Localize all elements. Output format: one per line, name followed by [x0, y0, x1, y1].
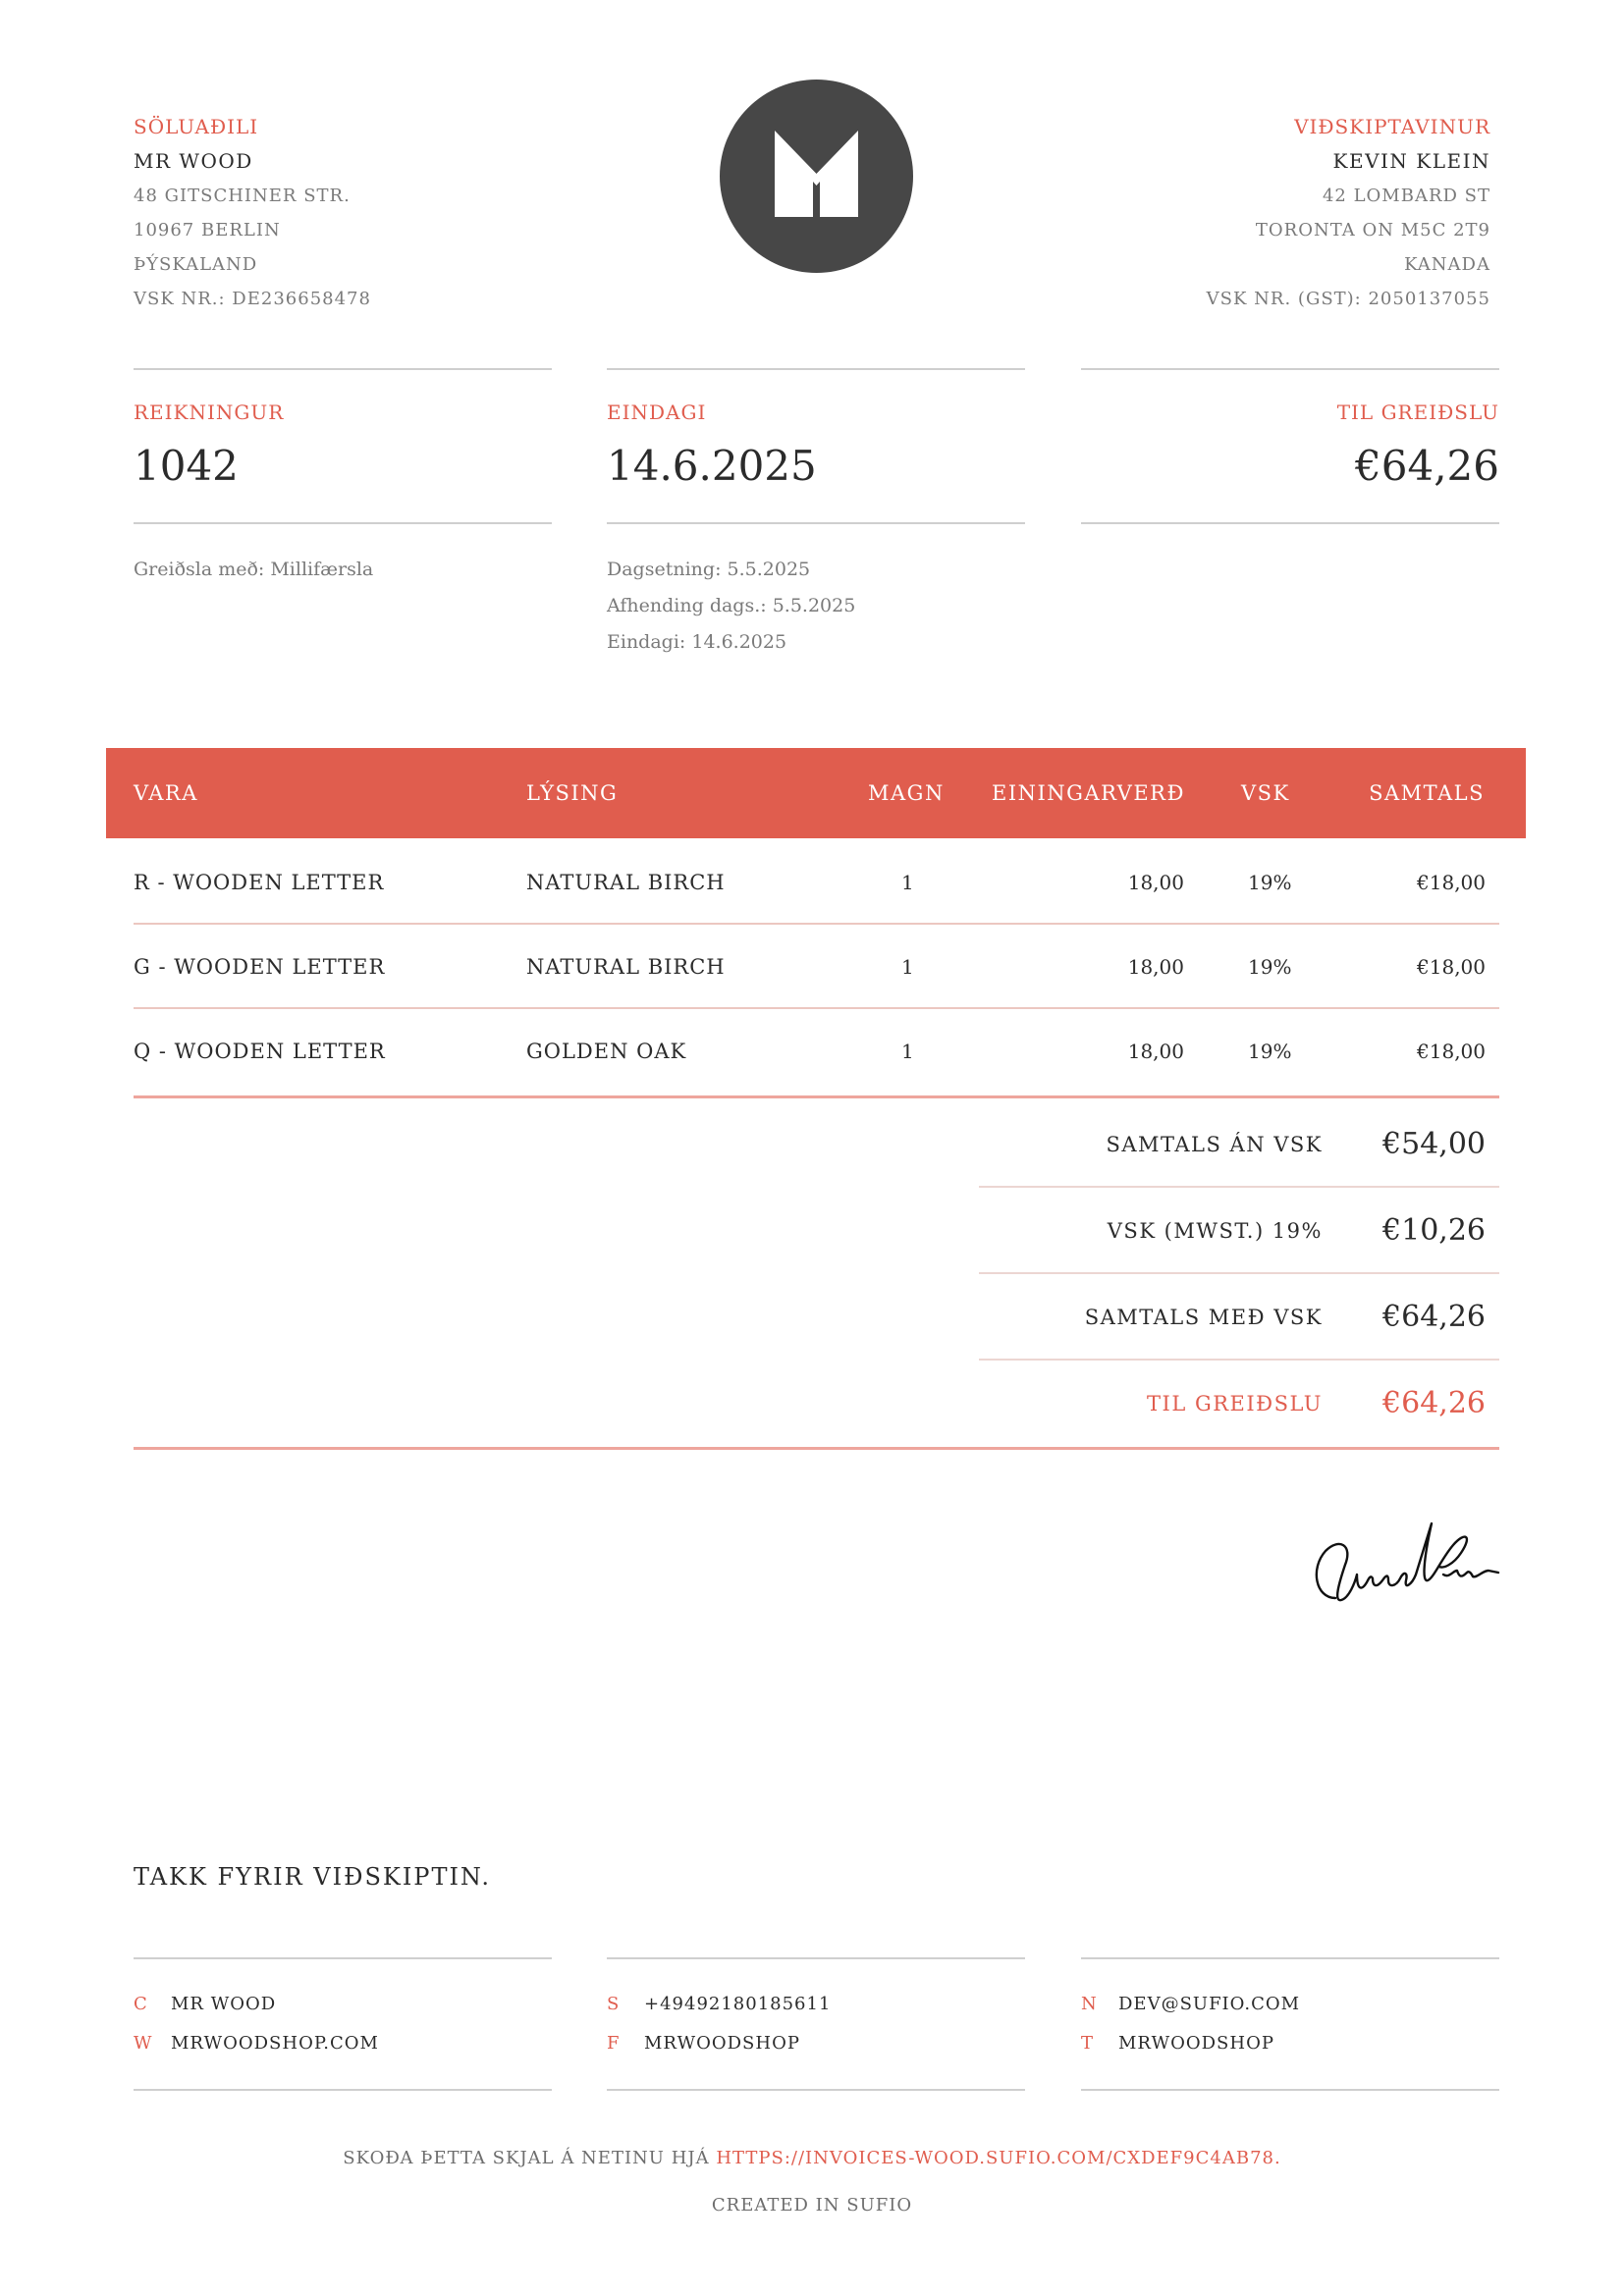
amount-due-label: TIL GREIÐSLU	[1147, 1392, 1323, 1415]
row-description: NATURAL BIRCH	[526, 955, 726, 979]
facebook-key: F	[607, 2033, 621, 2054]
header-description: LÝSING	[526, 781, 619, 805]
divider	[607, 522, 1025, 524]
footer-company	[134, 1985, 552, 2063]
due-date: 14.6.2025	[607, 442, 817, 490]
to-pay-block	[1081, 400, 1499, 490]
buyer-address2: TORONTA ON M5C 2T9	[1255, 220, 1490, 240]
buyer-vat: VSK NR. (GST): 2050137055	[1206, 289, 1490, 309]
footer-email	[1081, 1985, 1499, 2063]
row-description: NATURAL BIRCH	[526, 871, 726, 894]
company-key: C	[134, 1994, 148, 2014]
row-item: Q - WOODEN LETTER	[134, 1040, 386, 1063]
row-vat: 19%	[1248, 871, 1292, 894]
buyer-address1: 42 LOMBARD ST	[1322, 186, 1490, 206]
due-date-label: EINDAGI	[607, 400, 707, 424]
vat-label: VSK (MWST.) 19%	[1107, 1219, 1323, 1243]
row-total: €18,00	[1417, 871, 1486, 894]
seller-address2: 10967 BERLIN	[134, 220, 281, 240]
row-quantity: 1	[901, 1040, 914, 1063]
header-vat: VSK	[1241, 781, 1290, 805]
header-item: VARA	[134, 781, 198, 805]
divider	[134, 2089, 552, 2091]
row-description: GOLDEN OAK	[526, 1040, 687, 1063]
facebook-handle[interactable]: MRWOODSHOP	[644, 2033, 800, 2054]
online-notice	[0, 2148, 1624, 2168]
email-key: N	[1081, 1994, 1098, 2014]
mr-wood-logo-icon	[720, 80, 913, 273]
delivery-date: Afhending dags.: 5.5.2025	[607, 595, 856, 616]
payment-method	[134, 552, 373, 588]
to-pay-label: TIL GREIÐSLU	[1336, 400, 1499, 424]
email-address[interactable]: DEV@SUFIO.COM	[1118, 1994, 1301, 2014]
twitter-key: T	[1081, 2033, 1095, 2054]
gross-label: SAMTALS MEÐ VSK	[1084, 1306, 1323, 1329]
row-vat: 19%	[1248, 955, 1292, 979]
subtotal-label: SAMTALS ÁN VSK	[1106, 1133, 1323, 1156]
divider	[134, 1957, 552, 1959]
invoice-number: 1042	[134, 442, 239, 490]
invoice-dates	[607, 552, 855, 661]
vat-value: €10,26	[1382, 1213, 1486, 1248]
row-item: R - WOODEN LETTER	[134, 871, 385, 894]
payment-method-text: Greiðsla með: Millifærsla	[134, 559, 374, 580]
twitter-handle[interactable]: MRWOODSHOP	[1118, 2033, 1274, 2054]
invoice-number-block	[134, 400, 552, 490]
table-bottom-rule	[134, 1095, 1499, 1098]
vat-row	[979, 1188, 1499, 1274]
seller-name: MR WOOD	[134, 149, 253, 173]
created-in: CREATED IN SUFIO	[711, 2195, 913, 2216]
thank-you-message: TAKK FYRIR VIÐSKIPTIN.	[134, 1863, 492, 1891]
row-total: €18,00	[1417, 1040, 1486, 1063]
seller-address1: 48 GITSCHINER STR.	[134, 186, 351, 206]
divider	[134, 522, 552, 524]
seller-label: SÖLUAÐILI	[134, 115, 259, 138]
table-row	[134, 1009, 1499, 1094]
row-quantity: 1	[901, 871, 914, 894]
buyer-country: KANADA	[1404, 254, 1490, 275]
amount-due-row	[979, 1361, 1499, 1447]
row-total: €18,00	[1417, 955, 1486, 979]
website-link[interactable]: MRWOODSHOP.COM	[171, 2033, 379, 2054]
due-date-block	[607, 400, 1025, 490]
table-row	[134, 840, 1499, 925]
to-pay-amount: €64,26	[1355, 442, 1499, 490]
table-row	[134, 925, 1499, 1009]
seller-vat: VSK NR.: DE236658478	[134, 289, 371, 309]
row-quantity: 1	[901, 955, 914, 979]
due-date-line: Eindagi: 14.6.2025	[607, 631, 787, 653]
divider	[607, 2089, 1025, 2091]
header-unit-price: EININGARVERÐ	[992, 781, 1185, 805]
seller-country: ÞÝSKALAND	[134, 254, 258, 275]
invoice-date: Dagsetning: 5.5.2025	[607, 559, 811, 580]
phone-number: +4949218018561​1	[644, 1994, 832, 2014]
header-quantity: MAGN	[868, 781, 945, 805]
row-item: G - WOODEN LETTER	[134, 955, 386, 979]
divider	[607, 368, 1025, 370]
footer-phone	[607, 1985, 1025, 2063]
header-total: SAMTALS	[1369, 781, 1485, 805]
totals-bottom-rule	[134, 1447, 1499, 1450]
subtotal-row	[979, 1101, 1499, 1188]
online-link[interactable]: HTTPS://INVOICES-WOOD.SUFIO.COM/CXDEF9C4AB78.	[716, 2148, 1281, 2168]
phone-key: S	[607, 1994, 621, 2014]
buyer-label: VIÐSKIPTAVINUR	[1294, 115, 1490, 138]
website-key: W	[134, 2033, 153, 2054]
buyer-name: KEVIN KLEIN	[1332, 149, 1490, 173]
divider	[1081, 1957, 1499, 1959]
company-name: MR WOOD	[171, 1994, 277, 2014]
gross-row	[979, 1274, 1499, 1361]
buyer-block	[1078, 110, 1490, 316]
amount-due-value: €64,26	[1382, 1386, 1486, 1420]
divider	[1081, 522, 1499, 524]
subtotal-value: €54,00	[1382, 1127, 1486, 1161]
row-unit-price: 18,00	[1127, 1040, 1184, 1063]
divider	[1081, 2089, 1499, 2091]
gross-value: €64,26	[1382, 1300, 1486, 1334]
invoice-number-label: REIKNINGUR	[134, 400, 285, 424]
row-vat: 19%	[1248, 1040, 1292, 1063]
seller-block	[134, 110, 546, 316]
divider	[134, 368, 552, 370]
divider	[607, 1957, 1025, 1959]
table-header	[106, 748, 1526, 838]
row-unit-price: 18,00	[1127, 955, 1184, 979]
divider	[1081, 368, 1499, 370]
signature-icon	[1306, 1500, 1502, 1618]
row-unit-price: 18,00	[1127, 871, 1184, 894]
online-prefix: SKOÐA ÞETTA SKJAL Á NETINU HJÁ	[343, 2148, 710, 2168]
